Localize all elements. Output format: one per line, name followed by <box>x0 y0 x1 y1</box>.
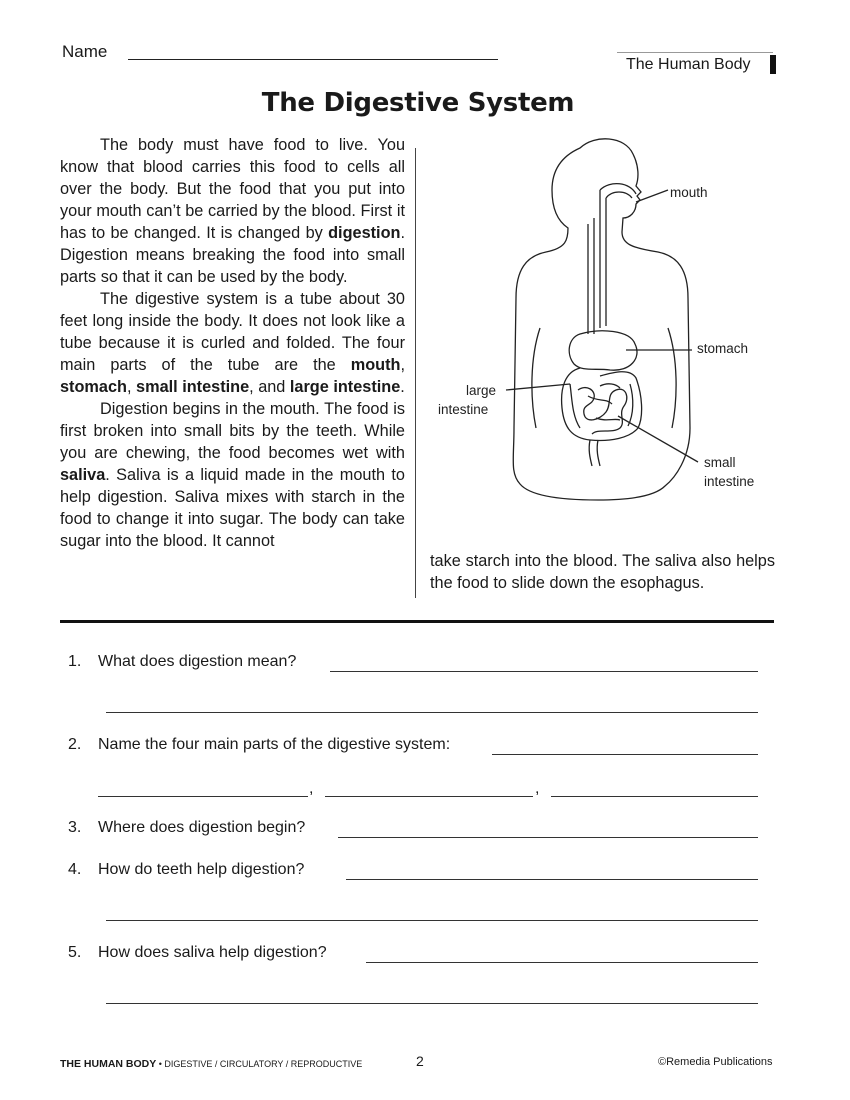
answer-line[interactable] <box>106 920 758 921</box>
question-number: 1. <box>68 653 82 670</box>
label-small-intestine-line2: intestine <box>704 474 755 489</box>
separator: , <box>126 378 137 396</box>
leader-large-intestine <box>506 384 570 390</box>
esophagus <box>588 184 636 334</box>
separator: , and <box>249 378 290 396</box>
term-mouth: mouth <box>350 356 401 374</box>
term-small-intestine: small intestine <box>136 378 250 396</box>
section-tag-rule <box>617 52 773 53</box>
question-3 <box>0 819 850 839</box>
paragraph-2 <box>60 288 405 398</box>
paragraph-1 <box>60 134 405 288</box>
question-number: 3. <box>68 819 82 836</box>
question-text: Where does digestion begin? <box>98 819 306 836</box>
paragraph-3-continuation: take starch into the blood. The saliva also helps the food to slide down the esophagus. <box>430 552 775 592</box>
paragraph-2-text: The digestive system is a tube about 30 feet long inside the body. It does not look like a tube because it is curled and folded. The four main parts of the tube are the <box>60 290 405 374</box>
section-tag: The Human Body <box>626 56 751 73</box>
question-number: 5. <box>68 944 82 961</box>
question-number: 2. <box>68 736 82 753</box>
comma: , <box>309 780 314 797</box>
label-stomach: stomach <box>697 341 749 356</box>
question-number: 4. <box>68 861 82 878</box>
paragraph-1-text-a: The body must have food to live. You know that blood carries this food to cells all over the body. But the food that you put into your mouth can’t be carried by the blood. First it has to be changed. It is changed by <box>60 136 405 242</box>
answer-line[interactable] <box>366 962 758 963</box>
question-text: How does saliva help digestion? <box>98 944 327 961</box>
small-intestine-shape <box>578 388 627 434</box>
answer-line[interactable] <box>346 879 758 880</box>
answer-line[interactable] <box>98 796 308 797</box>
body-outline <box>513 139 690 500</box>
footer-bullet: • <box>156 1059 165 1069</box>
question-2 <box>0 736 850 756</box>
section-divider <box>60 620 774 623</box>
question-text: What does digestion mean? <box>98 653 297 670</box>
right-arm-line <box>668 328 676 428</box>
paragraph-3-text-a: Digestion begins in the mouth. The food is first broken into small bits by the teeth. While you are chewing, the food becomes wet with <box>60 400 405 462</box>
term-digestion: digestion <box>328 224 401 242</box>
page-title: The Digestive System <box>261 88 575 118</box>
reading-right-column <box>430 550 775 594</box>
name-label: Name <box>62 42 108 61</box>
question-4 <box>0 861 850 881</box>
label-large-intestine-line2: intestine <box>438 402 489 417</box>
footer-series <box>60 1058 362 1070</box>
label-mouth: mouth <box>670 185 708 200</box>
paragraph-3-text-b: . Saliva is a liquid made in the mouth to help digestion. Saliva mixes with starch in the food to change it into sugar. The body can take sugar into the blood. It cannot <box>60 466 405 550</box>
question-5 <box>0 944 850 964</box>
period: . <box>400 378 405 396</box>
reading-left-column <box>60 134 405 552</box>
question-text: How do teeth help digestion? <box>98 861 305 878</box>
section-tag-bar <box>770 55 776 74</box>
footer-series-title: THE HUMAN BODY <box>60 1058 157 1070</box>
answer-line[interactable] <box>338 837 758 838</box>
question-1 <box>0 653 850 673</box>
separator: , <box>400 356 405 374</box>
answer-line[interactable] <box>551 796 758 797</box>
footer-series-subtitle: DIGESTIVE / CIRCULATORY / REPRODUCTIVE <box>164 1059 363 1069</box>
rectum <box>589 440 600 466</box>
answer-line[interactable] <box>325 796 533 797</box>
answer-line[interactable] <box>492 754 758 755</box>
label-large-intestine-line1: large <box>466 383 497 398</box>
comma: , <box>535 780 540 797</box>
term-stomach: stomach <box>60 378 127 396</box>
paragraph-1-text-b: . Digestion means breaking the food into small parts so that it can be used by the body. <box>60 224 405 286</box>
answer-line[interactable] <box>330 671 758 672</box>
column-divider <box>415 148 416 598</box>
question-text: Name the four main parts of the digestive system: <box>98 736 451 753</box>
answer-line[interactable] <box>106 1003 758 1004</box>
term-saliva: saliva <box>60 466 106 484</box>
answer-line[interactable] <box>106 712 758 713</box>
label-small-intestine-line1: small <box>704 455 736 470</box>
page-number: 2 <box>416 1053 424 1069</box>
leader-small-intestine <box>618 416 698 462</box>
publisher: ©Remedia Publications <box>658 1056 773 1068</box>
digestive-system-diagram <box>430 128 775 508</box>
large-intestine-shape <box>562 368 642 441</box>
name-field-line[interactable] <box>128 59 498 60</box>
paragraph-3 <box>60 398 405 552</box>
term-large-intestine: large intestine <box>289 378 401 396</box>
left-arm-line <box>532 328 540 428</box>
